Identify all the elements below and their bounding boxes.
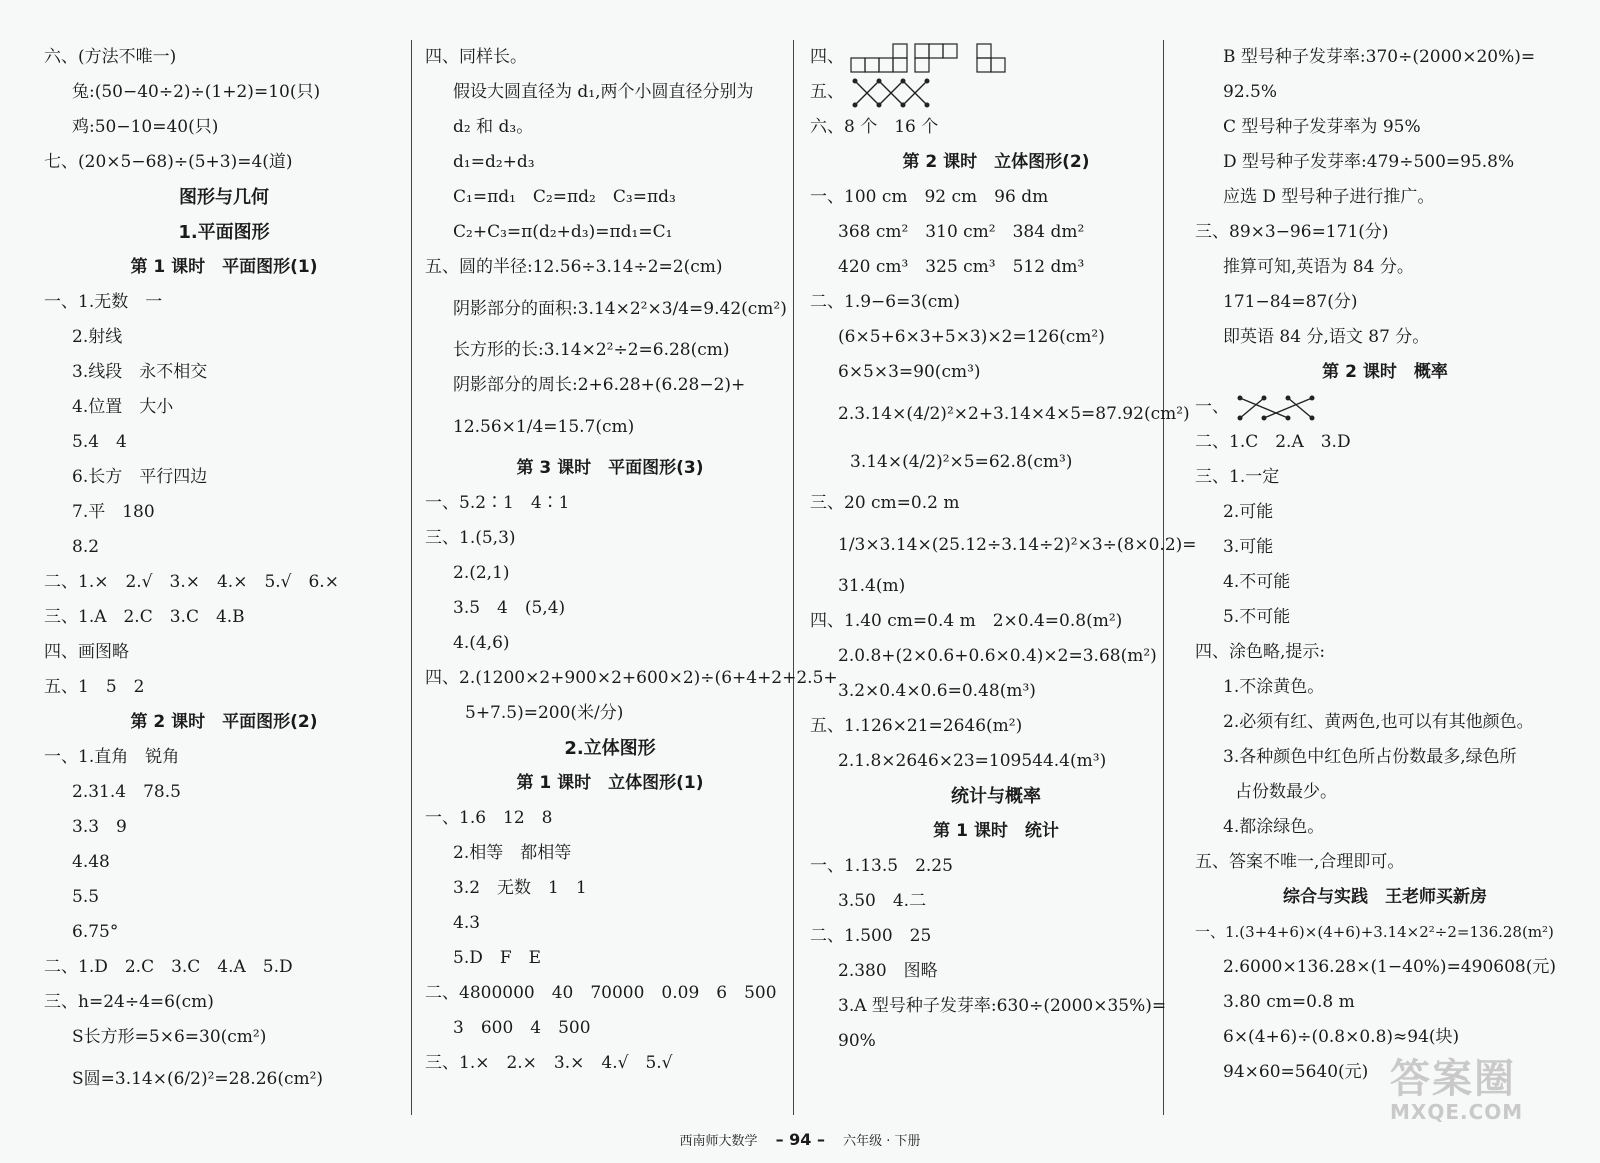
answer-line: S长方形=5×6=30(cm²) xyxy=(72,1027,267,1047)
answer-line: 二、1.9−6=3(cm) xyxy=(810,292,961,312)
column-divider xyxy=(411,40,412,1115)
cube-view-drawings xyxy=(849,42,1029,74)
answer-line: 2.380 图略 xyxy=(838,961,938,981)
answer-line: 占份数最少。 xyxy=(1235,782,1337,802)
answer-line: 3.2×0.4×0.6=0.48(m³) xyxy=(838,681,1036,701)
answer-line: 五、1.126×21=2646(m²) xyxy=(810,716,1023,736)
answer-line: 三、1.A 2.C 3.C 4.B xyxy=(44,607,245,627)
answer-column-1 xyxy=(44,40,404,1110)
answer-line: 三、1.(5,3) xyxy=(425,528,516,548)
answer-line: 7.平 180 xyxy=(72,502,155,522)
answer-line: 3.80 cm=0.8 m xyxy=(1223,992,1355,1012)
answer-line: S圆=3.14×(6/2)²=28.26(cm²) xyxy=(72,1069,324,1089)
lesson-heading: 第 2 课时 平面图形(2) xyxy=(130,712,318,732)
answer-line: 2.3.14×(4/2)²×2+3.14×4×5=87.92(cm²) xyxy=(838,404,1190,424)
answer-line xyxy=(810,40,1182,75)
answer-line: 3.2 无数 1 1 xyxy=(453,878,587,898)
answer-label: 五、 xyxy=(810,82,844,102)
answer-line: 171−84=87(分) xyxy=(1223,292,1358,312)
book-title: 西南师大数学 xyxy=(679,1134,758,1149)
matching-lines-diagram xyxy=(849,77,939,109)
answer-line: 长方形的长:3.14×2²÷2=6.28(cm) xyxy=(453,340,730,360)
answer-line: 2.0.8+(2×0.6+0.6×0.4)×2=3.68(m²) xyxy=(838,646,1157,666)
answer-line: d₂ 和 d₃。 xyxy=(453,117,534,137)
answer-line: C₁=πd₁ C₂=πd₂ C₃=πd₃ xyxy=(453,187,676,207)
lesson-heading: 第 1 课时 统计 xyxy=(933,821,1059,841)
answer-line: 三、89×3−96=171(分) xyxy=(1195,222,1389,242)
answer-line: 4.3 xyxy=(453,913,481,933)
answer-column-4 xyxy=(1195,40,1575,1110)
answer-line: 12.56×1/4=15.7(cm) xyxy=(453,417,635,437)
answer-line: 六、8 个 16 个 xyxy=(810,117,939,137)
answer-line: 6.长方 平行四边 xyxy=(72,467,208,487)
grade-label: 六年级 · 下册 xyxy=(843,1134,921,1149)
answer-line: 三、h=24÷4=6(cm) xyxy=(44,992,214,1012)
answer-line: 四、画图略 xyxy=(44,642,129,662)
answer-line: 4.48 xyxy=(72,852,110,872)
answer-line: 二、1.× 2.√ 3.× 4.× 5.√ 6.× xyxy=(44,572,339,592)
answer-line: 420 cm³ 325 cm³ 512 dm³ xyxy=(838,257,1085,277)
answer-line: 四、1.40 cm=0.4 m 2×0.4=0.8(m²) xyxy=(810,611,1123,631)
answer-line: 3.14×(4/2)²×5=62.8(cm³) xyxy=(850,452,1073,472)
answer-line: 4.不可能 xyxy=(1223,572,1291,592)
answer-line: 4.位置 大小 xyxy=(72,397,174,417)
answer-line: d₁=d₂+d₃ xyxy=(453,152,535,172)
lesson-heading: 综合与实践 王老师买新房 xyxy=(1283,887,1487,907)
answer-line: 五、1 5 2 xyxy=(44,677,145,697)
answer-line: 5+7.5)=200(米/分) xyxy=(465,703,624,723)
answer-line: 2.31.4 78.5 xyxy=(72,782,181,802)
answer-line: 一、1.(3+4+6)×(4+6)+3.14×2²÷2=136.28(m²) xyxy=(1195,923,1554,941)
answer-line: C₂+C₃=π(d₂+d₃)=πd₁=C₁ xyxy=(453,222,673,242)
lesson-heading: 第 2 课时 立体图形(2) xyxy=(902,152,1090,172)
answer-line: 即英语 84 分,语文 87 分。 xyxy=(1223,327,1430,347)
answer-line: 三、1.× 2.× 3.× 4.√ 5.√ xyxy=(425,1053,673,1073)
answer-line: 5.D F E xyxy=(453,948,542,968)
answer-line: 推算可知,英语为 84 分。 xyxy=(1223,257,1414,277)
answer-line: 368 cm² 310 cm² 384 dm² xyxy=(838,222,1085,242)
answer-line: 5.4 4 xyxy=(72,432,127,452)
answer-column-2 xyxy=(425,40,838,1110)
answer-line: (6×5+6×3+5×3)×2=126(cm²) xyxy=(838,327,1105,347)
answer-line: 3.A 型号种子发芽率:630÷(2000×35%)= xyxy=(838,996,1167,1016)
answer-line: 2.1.8×2646×23=109544.4(m³) xyxy=(838,751,1107,771)
answer-line: 一、1.直角 锐角 xyxy=(44,747,180,767)
answer-line: 二、4800000 40 70000 0.09 6 500 xyxy=(425,983,777,1003)
answer-line: 2.6000×136.28×(1−40%)=490608(元) xyxy=(1223,957,1556,977)
answer-line: 二、1.D 2.C 3.C 4.A 5.D xyxy=(44,957,293,977)
answer-line: 3.各种颜色中红色所占份数最多,绿色所 xyxy=(1223,747,1517,767)
answer-line: 5.5 xyxy=(72,887,100,907)
lesson-heading: 第 2 课时 概率 xyxy=(1322,362,1448,382)
answer-line: 四、同样长。 xyxy=(425,47,527,67)
answer-line: 3.3 9 xyxy=(72,817,127,837)
answer-line: 兔:(50−40÷2)÷(1+2)=10(只) xyxy=(72,82,321,102)
answer-line: 假设大圆直径为 d₁,两个小圆直径分别为 xyxy=(453,82,754,102)
answer-line: 90% xyxy=(838,1031,876,1051)
answer-line: 鸡:50−10=40(只) xyxy=(72,117,219,137)
answer-line: 6.75° xyxy=(72,922,119,942)
answer-line: 一、1.13.5 2.25 xyxy=(810,856,953,876)
answer-line: 二、1.500 25 xyxy=(810,926,932,946)
answer-line: 七、(20×5−68)÷(5+3)=4(道) xyxy=(44,152,293,172)
answer-line xyxy=(810,75,1182,110)
watermark-url: MXQE.COM xyxy=(1390,1100,1524,1124)
answer-label: 一、 xyxy=(1195,397,1229,417)
answer-line: 二、1.C 2.A 3.D xyxy=(1195,432,1351,452)
answer-line: 2.射线 xyxy=(72,327,123,347)
answer-line: 4.都涂绿色。 xyxy=(1223,817,1325,837)
answer-line: 应选 D 型号种子进行推广。 xyxy=(1223,187,1435,207)
section-heading: 2.立体图形 xyxy=(564,738,656,759)
lesson-heading: 第 3 课时 平面图形(3) xyxy=(516,458,704,478)
answer-line: D 型号种子发芽率:479÷500=95.8% xyxy=(1223,152,1515,172)
answer-line: 92.5% xyxy=(1223,82,1278,102)
matching-lines-diagram xyxy=(1234,392,1324,424)
answer-line: 3.可能 xyxy=(1223,537,1274,557)
answer-line: 三、1.一定 xyxy=(1195,467,1280,487)
answer-line: 1.不涂黄色。 xyxy=(1223,677,1325,697)
answer-line: 阴影部分的面积:3.14×2²×3/4=9.42(cm²) xyxy=(453,299,787,319)
answer-line: 1/3×3.14×(25.12÷3.14÷2)²×3÷(8×0.2)= xyxy=(838,535,1197,555)
answer-line: 5.不可能 xyxy=(1223,607,1291,627)
answer-line: 一、5.2∶1 4∶1 xyxy=(425,493,570,513)
answer-line: 一、1.6 12 8 xyxy=(425,808,553,828)
answer-line: 31.4(m) xyxy=(838,576,906,596)
watermark xyxy=(1390,1058,1565,1133)
answer-line: 五、答案不唯一,合理即可。 xyxy=(1195,852,1405,872)
section-heading: 1.平面图形 xyxy=(178,222,270,243)
answer-line: 3 600 4 500 xyxy=(453,1018,591,1038)
answer-line: 94×60=5640(元) xyxy=(1223,1062,1369,1082)
answer-line: 2.必须有红、黄两色,也可以有其他颜色。 xyxy=(1223,712,1534,732)
answer-line: 五、圆的半径:12.56÷3.14÷2=2(cm) xyxy=(425,257,723,277)
lesson-heading: 第 1 课时 立体图形(1) xyxy=(516,773,704,793)
section-heading: 统计与概率 xyxy=(951,786,1041,807)
answer-line: 三、20 cm=0.2 m xyxy=(810,493,960,513)
answer-line: C 型号种子发芽率为 95% xyxy=(1223,117,1421,137)
watermark-logo: 答案圈 xyxy=(1390,1056,1516,1102)
page-footer xyxy=(0,1130,1600,1149)
answer-line: 3.50 4.二 xyxy=(838,891,927,911)
answer-label: 四、 xyxy=(810,47,844,67)
answer-line: 3.5 4 (5,4) xyxy=(453,598,566,618)
answer-line: 一、1.无数 一 xyxy=(44,292,163,312)
answer-line: 2.可能 xyxy=(1223,502,1274,522)
answer-line: B 型号种子发芽率:370÷(2000×20%)= xyxy=(1223,47,1536,67)
answer-line: 六、(方法不唯一) xyxy=(44,47,177,67)
answer-line: 四、涂色略,提示: xyxy=(1195,642,1326,662)
answer-line: 8.2 xyxy=(72,537,100,557)
answer-line: 4.(4,6) xyxy=(453,633,510,653)
answer-line: 6×5×3=90(cm³) xyxy=(838,362,981,382)
answer-line: 一、100 cm 92 cm 96 dm xyxy=(810,187,1049,207)
section-heading: 图形与几何 xyxy=(179,187,269,208)
answer-line xyxy=(1195,390,1575,425)
answer-line: 3.线段 永不相交 xyxy=(72,362,208,382)
answer-line: 四、2.(1200×2+900×2+600×2)÷(6+4+2+2.5+ xyxy=(425,668,838,688)
answer-line: 2.(2,1) xyxy=(453,563,510,583)
answer-line: 2.相等 都相等 xyxy=(453,843,572,863)
answer-column-3 xyxy=(810,40,1197,1110)
page-number: – 94 – xyxy=(775,1130,825,1149)
answer-line: 6×(4+6)÷(0.8×0.8)≈94(块) xyxy=(1223,1027,1460,1047)
answer-line: 阴影部分的周长:2+6.28+(6.28−2)+ xyxy=(453,375,746,395)
lesson-heading: 第 1 课时 平面图形(1) xyxy=(130,257,318,277)
